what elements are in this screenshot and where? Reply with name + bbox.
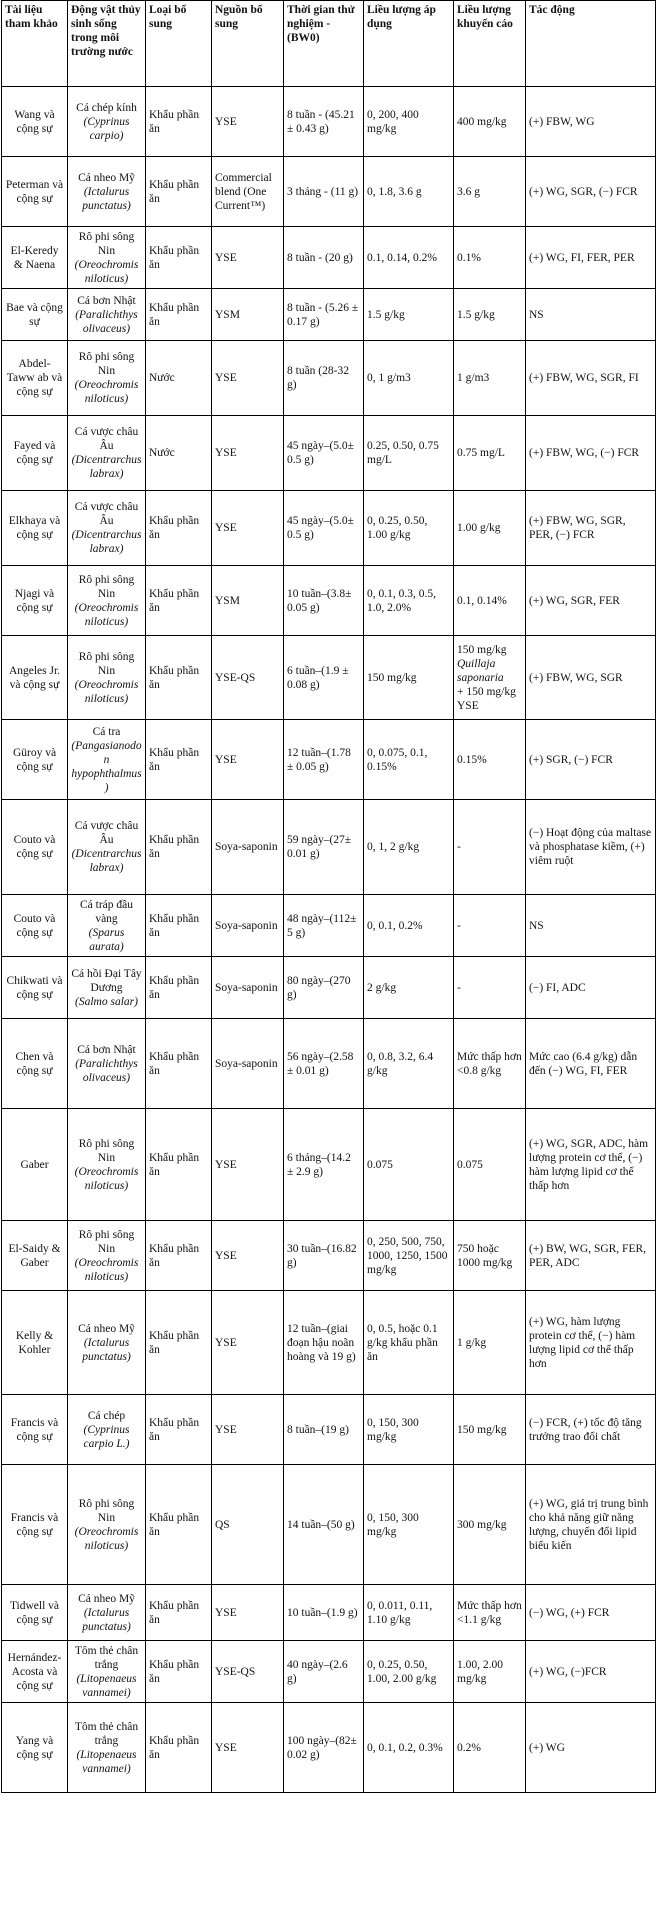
latin-name: (Ictalurus punctatus)	[82, 1606, 131, 1633]
type-cell: Nước	[146, 341, 212, 416]
rec-value: 300 mg/kg	[457, 1518, 507, 1531]
type-cell: Khẩu phần ăn	[146, 227, 212, 289]
ref-cell: El-Keredy & Naena	[2, 227, 68, 289]
table-row	[2, 416, 656, 491]
ref-cell: Peterman và cộng sự	[2, 157, 68, 227]
dose-cell: 150 mg/kg	[364, 636, 454, 720]
effect-cell: (+) WG, SGR, (−) FCR	[526, 157, 656, 227]
rec-cell	[454, 157, 526, 227]
rec-cell	[454, 1395, 526, 1465]
latin-name: (Pangasianodon hypophthalmus)	[71, 739, 142, 794]
rec-species: Quillaja saponaria	[457, 657, 504, 684]
rec-value: 400 mg/kg	[457, 115, 507, 128]
type-cell: Khẩu phần ăn	[146, 636, 212, 720]
effect-cell: NS	[526, 289, 656, 341]
rec-value: 150 mg/kg	[457, 643, 507, 656]
table-row	[2, 1221, 656, 1291]
latin-name: (Ictalurus punctatus)	[82, 185, 131, 212]
latin-name: (Oreochromis niloticus)	[74, 1525, 139, 1552]
table-row	[2, 1291, 656, 1395]
rec-value: 750 hoặc 1000 mg/kg	[457, 1242, 513, 1269]
rec-value: 0.1, 0.14%	[457, 594, 507, 607]
source-cell: Commercial blend (One Current™)	[212, 157, 284, 227]
rec-value: -	[457, 919, 461, 932]
table-row	[2, 157, 656, 227]
effect-cell: (+) WG, SGR, ADC, hàm lượng protein cơ thể, (−) hàm lượng lipid cơ thể thấp hơn	[526, 1109, 656, 1221]
ref-cell: Chikwati và cộng sự	[2, 957, 68, 1019]
animal-cell	[68, 1585, 146, 1641]
source-cell: Soya-saponin	[212, 800, 284, 895]
animal-cell	[68, 416, 146, 491]
table-row	[2, 227, 656, 289]
rec-value: 0.1%	[457, 251, 481, 264]
table-row	[2, 491, 656, 566]
ref-cell: Njagi và cộng sự	[2, 566, 68, 636]
type-cell: Khẩu phần ăn	[146, 720, 212, 800]
dose-cell: 0, 0.25, 0.50, 1.00, 2.00 g/kg	[364, 1641, 454, 1703]
table-row	[2, 1465, 656, 1585]
table-row	[2, 800, 656, 895]
time-cell: 8 tuần - (5.26 ± 0.17 g)	[284, 289, 364, 341]
ref-cell: Güroy và cộng sự	[2, 720, 68, 800]
rec-cell	[454, 720, 526, 800]
common-name: Cá chép	[87, 1409, 126, 1422]
source-cell: YSE	[212, 416, 284, 491]
effect-cell: (+) FBW, WG, SGR, FI	[526, 341, 656, 416]
table-row	[2, 895, 656, 957]
common-name: Rô phi sông Nin	[78, 1137, 135, 1164]
ref-cell: Francis và cộng sự	[2, 1395, 68, 1465]
ref-cell: Couto và cộng sự	[2, 895, 68, 957]
dose-cell: 0, 200, 400 mg/kg	[364, 87, 454, 157]
effect-cell: (+) FBW, WG	[526, 87, 656, 157]
animal-cell	[68, 1291, 146, 1395]
rec-cell	[454, 87, 526, 157]
type-cell: Khẩu phần ăn	[146, 957, 212, 1019]
rec-value: -	[457, 841, 461, 853]
source-cell: YSE	[212, 1221, 284, 1291]
header-effect: Tác động	[526, 1, 656, 87]
time-cell: 10 tuần–(3.8± 0.05 g)	[284, 566, 364, 636]
common-name: Cá nheo Mỹ	[78, 171, 135, 184]
time-cell: 6 tuần–(1.9 ± 0.08 g)	[284, 636, 364, 720]
rec-cell	[454, 1641, 526, 1703]
latin-name: (Paralichthys olivaceus)	[75, 308, 138, 335]
ref-cell: Bae và cộng sự	[2, 289, 68, 341]
dose-cell: 0, 0.011, 0.11, 1.10 g/kg	[364, 1585, 454, 1641]
dose-cell: 2 g/kg	[364, 957, 454, 1019]
common-name: Cá tráp đầu vàng	[79, 898, 133, 925]
dose-cell: 0, 0.1, 0.2%	[364, 895, 454, 957]
latin-name: (Oreochromis niloticus)	[74, 678, 139, 705]
rec-value: 150 mg/kg	[457, 1423, 507, 1436]
type-cell: Khẩu phần ăn	[146, 87, 212, 157]
latin-name: (Cyprinus carpio)	[83, 115, 130, 142]
source-cell: YSE	[212, 227, 284, 289]
header-source: Nguồn bổ sung	[212, 1, 284, 87]
animal-cell	[68, 1703, 146, 1793]
dose-cell: 0, 1.8, 3.6 g	[364, 157, 454, 227]
type-cell: Khẩu phần ăn	[146, 1585, 212, 1641]
time-cell: 8 tuần - (20 g)	[284, 227, 364, 289]
type-cell: Khẩu phần ăn	[146, 1109, 212, 1221]
supplement-table	[1, 0, 656, 1793]
common-name: Cá vược châu Âu	[74, 820, 139, 846]
source-cell: YSE-QS	[212, 1641, 284, 1703]
rec-cell	[454, 1585, 526, 1641]
effect-cell: (+) SGR, (−) FCR	[526, 720, 656, 800]
ref-cell: Angeles Jr. và cộng sự	[2, 636, 68, 720]
source-cell: YSM	[212, 289, 284, 341]
effect-cell: (+) FBW, WG, (−) FCR	[526, 416, 656, 491]
animal-cell	[68, 636, 146, 720]
ref-cell: Couto và cộng sự	[2, 800, 68, 895]
animal-cell	[68, 800, 146, 895]
source-cell: Soya-saponin	[212, 957, 284, 1019]
latin-name: (Paralichthys olivaceus)	[75, 1057, 138, 1084]
dose-cell: 0.075	[364, 1109, 454, 1221]
table-body	[2, 87, 656, 1793]
dose-cell: 0, 0.075, 0.1, 0.15%	[364, 720, 454, 800]
rec-cell	[454, 227, 526, 289]
ref-cell: Hernández-Acosta và cộng sự	[2, 1641, 68, 1703]
ref-cell: Elkhaya và cộng sự	[2, 491, 68, 566]
common-name: Cá nheo Mỹ	[78, 1322, 135, 1335]
type-cell: Khẩu phần ăn	[146, 491, 212, 566]
latin-name: (Dicentrarchus labrax)	[71, 454, 142, 480]
animal-cell	[68, 566, 146, 636]
source-cell: YSE	[212, 491, 284, 566]
table-row	[2, 1585, 656, 1641]
ref-cell: El-Saidy & Gaber	[2, 1221, 68, 1291]
type-cell: Khẩu phần ăn	[146, 1291, 212, 1395]
rec-value: 0.075	[457, 1158, 483, 1171]
source-cell: Soya-saponin	[212, 1019, 284, 1109]
latin-name: (Oreochromis niloticus)	[74, 601, 139, 628]
table-row	[2, 1109, 656, 1221]
rec-value: 0.75 mg/L	[457, 447, 505, 459]
common-name: Tôm thẻ chân trắng	[74, 1720, 139, 1747]
effect-cell: (+) BW, WG, SGR, FER, PER, ADC	[526, 1221, 656, 1291]
common-name: Cá hồi Đại Tây Dương	[71, 967, 142, 994]
header-time: Thời gian thử nghiệm - (BW0)	[284, 1, 364, 87]
source-cell: YSE	[212, 1291, 284, 1395]
rec-cell	[454, 1703, 526, 1793]
type-cell: Nước	[146, 416, 212, 491]
latin-name: (Dicentrarchus labrax)	[71, 529, 142, 555]
table-row	[2, 1395, 656, 1465]
time-cell: 48 ngày–(112± 5 g)	[284, 895, 364, 957]
type-cell: Khẩu phần ăn	[146, 1395, 212, 1465]
common-name: Rô phi sông Nin	[78, 351, 135, 377]
animal-cell	[68, 157, 146, 227]
dose-cell: 0, 1 g/m3	[364, 341, 454, 416]
latin-name: (Salmo salar)	[75, 995, 138, 1008]
animal-cell	[68, 1109, 146, 1221]
effect-cell: (−) WG, (+) FCR	[526, 1585, 656, 1641]
table-row	[2, 636, 656, 720]
rec-value: 0.2%	[457, 1741, 481, 1754]
latin-name: (Oreochromis niloticus)	[74, 1256, 139, 1283]
time-cell: 12 tuần–(giai đoạn hậu noãn hoàng và 19 g)	[284, 1291, 364, 1395]
animal-cell	[68, 957, 146, 1019]
animal-cell	[68, 341, 146, 416]
common-name: Cá tra	[92, 725, 121, 738]
rec-cell	[454, 491, 526, 566]
time-cell: 6 tháng–(14.2 ± 2.9 g)	[284, 1109, 364, 1221]
dose-cell: 1.5 g/kg	[364, 289, 454, 341]
latin-name: (Oreochromis niloticus)	[74, 258, 139, 285]
dose-cell: 0, 150, 300 mg/kg	[364, 1395, 454, 1465]
source-cell: YSE	[212, 341, 284, 416]
effect-cell: (+) WG, hàm lượng protein cơ thể, (−) hàm lượng lipid cơ thể thấp hơn	[526, 1291, 656, 1395]
latin-name: (Oreochromis niloticus)	[74, 1165, 139, 1192]
animal-cell	[68, 895, 146, 957]
ref-cell: Kelly & Kohler	[2, 1291, 68, 1395]
ref-cell: Abdel-Taww ab và cộng sự	[2, 341, 68, 416]
effect-cell: (−) FCR, (+) tốc độ tăng trưởng trao đổi chất	[526, 1395, 656, 1465]
dose-cell: 0, 0.8, 3.2, 6.4 g/kg	[364, 1019, 454, 1109]
ref-cell: Chen và cộng sự	[2, 1019, 68, 1109]
type-cell: Khẩu phần ăn	[146, 1641, 212, 1703]
type-cell: Khẩu phần ăn	[146, 566, 212, 636]
time-cell: 80 ngày–(270 g)	[284, 957, 364, 1019]
ref-cell: Wang và cộng sự	[2, 87, 68, 157]
rec-value: 3.6 g	[457, 185, 480, 198]
rec-cell	[454, 566, 526, 636]
source-cell: YSE	[212, 1109, 284, 1221]
dose-cell: 0.1, 0.14, 0.2%	[364, 227, 454, 289]
table-row	[2, 1641, 656, 1703]
latin-name: (Cyprinus carpio L.)	[83, 1423, 130, 1450]
effect-cell: (+) WG, SGR, FER	[526, 566, 656, 636]
header-ref: Tài liệu tham khảo	[2, 1, 68, 87]
time-cell: 12 tuần–(1.78 ± 0.05 g)	[284, 720, 364, 800]
common-name: Cá bơn Nhật	[77, 1043, 136, 1056]
table-row	[2, 720, 656, 800]
type-cell: Khẩu phần ăn	[146, 1221, 212, 1291]
animal-cell	[68, 227, 146, 289]
type-cell: Khẩu phần ăn	[146, 1703, 212, 1793]
rec-cell	[454, 800, 526, 895]
time-cell: 10 tuần–(1.9 g)	[284, 1585, 364, 1641]
time-cell: 56 ngày–(2.58 ± 0.01 g)	[284, 1019, 364, 1109]
animal-cell	[68, 720, 146, 800]
dose-cell: 0, 250, 500, 750, 1000, 1250, 1500 mg/kg	[364, 1221, 454, 1291]
common-name: Cá chép kính	[76, 101, 137, 114]
source-cell: YSE-QS	[212, 636, 284, 720]
animal-cell	[68, 1395, 146, 1465]
rec-value: Mức thấp hơn <1.1 g/kg	[457, 1599, 522, 1626]
time-cell: 45 ngày–(5.0± 0.5 g)	[284, 491, 364, 566]
dose-cell: 0, 0.25, 0.50, 1.00 g/kg	[364, 491, 454, 566]
table-row	[2, 957, 656, 1019]
effect-cell: Mức cao (6.4 g/kg) dẫn đến (−) WG, FI, FER	[526, 1019, 656, 1109]
time-cell: 14 tuần–(50 g)	[284, 1465, 364, 1585]
rec-cell	[454, 1291, 526, 1395]
common-name: Cá nheo Mỹ	[78, 1592, 135, 1605]
latin-name: (Ictalurus punctatus)	[82, 1336, 131, 1363]
common-name: Cá bơn Nhật	[77, 294, 136, 307]
dose-cell: 0, 1, 2 g/kg	[364, 800, 454, 895]
time-cell: 8 tuần - (45.21 ± 0.43 g)	[284, 87, 364, 157]
rec-cell	[454, 1109, 526, 1221]
animal-cell	[68, 1019, 146, 1109]
effect-cell: (−) FI, ADC	[526, 957, 656, 1019]
latin-name: (Oreochromis niloticus)	[74, 379, 139, 405]
rec-value: -	[457, 981, 461, 994]
animal-cell	[68, 491, 146, 566]
common-name: Rô phi sông Nin	[78, 230, 135, 257]
effect-cell: (−) Hoạt động của maltase và phosphatase kiềm, (+) viêm ruột	[526, 800, 656, 895]
ref-cell: Fayed và cộng sự	[2, 416, 68, 491]
common-name: Cá vược châu Âu	[74, 501, 139, 527]
effect-cell: (+) FBW, WG, SGR, PER, (−) FCR	[526, 491, 656, 566]
type-cell: Khẩu phần ăn	[146, 1465, 212, 1585]
common-name: Rô phi sông Nin	[78, 1228, 135, 1255]
rec-cell	[454, 957, 526, 1019]
effect-cell: NS	[526, 895, 656, 957]
animal-cell	[68, 1465, 146, 1585]
latin-name: (Sparus aurata)	[88, 926, 125, 953]
rec-value: 1 g/kg	[457, 1336, 487, 1349]
latin-name: (Litopenaeus vannamei)	[76, 1748, 137, 1775]
common-name: Rô phi sông Nin	[78, 650, 135, 677]
source-cell: QS	[212, 1465, 284, 1585]
rec-cell	[454, 1465, 526, 1585]
time-cell: 8 tuần (28-32 g)	[284, 341, 364, 416]
effect-cell: (+) WG, (−)FCR	[526, 1641, 656, 1703]
dose-cell: 0, 150, 300 mg/kg	[364, 1465, 454, 1585]
source-cell: Soya-saponin	[212, 895, 284, 957]
dose-cell: 0.25, 0.50, 0.75 mg/L	[364, 416, 454, 491]
source-cell: YSE	[212, 87, 284, 157]
ref-cell: Gaber	[2, 1109, 68, 1221]
time-cell: 100 ngày–(82± 0.02 g)	[284, 1703, 364, 1793]
latin-name: (Dicentrarchus labrax)	[71, 848, 142, 874]
source-cell: YSE	[212, 720, 284, 800]
rec-extra: + 150 mg/kg YSE	[457, 685, 516, 712]
header-dose: Liều lượng áp dụng	[364, 1, 454, 87]
common-name: Rô phi sông Nin	[78, 1497, 135, 1524]
table-row	[2, 1703, 656, 1793]
effect-cell: (+) FBW, WG, SGR	[526, 636, 656, 720]
common-name: Tôm thẻ chân trắng	[74, 1644, 139, 1671]
table-row	[2, 87, 656, 157]
dose-cell: 0, 0.1, 0.3, 0.5, 1.0, 2.0%	[364, 566, 454, 636]
ref-cell: Yang và cộng sự	[2, 1703, 68, 1793]
type-cell: Khẩu phần ăn	[146, 1019, 212, 1109]
rec-cell	[454, 1221, 526, 1291]
rec-value: 1.00, 2.00 mg/kg	[457, 1658, 503, 1685]
animal-cell	[68, 87, 146, 157]
common-name: Rô phi sông Nin	[78, 573, 135, 600]
rec-value: 1.00 g/kg	[457, 522, 501, 534]
animal-cell	[68, 1641, 146, 1703]
table-row	[2, 566, 656, 636]
table-row	[2, 341, 656, 416]
time-cell: 30 tuần–(16.82 g)	[284, 1221, 364, 1291]
effect-cell: (+) WG	[526, 1703, 656, 1793]
header-row	[2, 1, 656, 87]
type-cell: Khẩu phần ăn	[146, 157, 212, 227]
ref-cell: Tidwell và cộng sự	[2, 1585, 68, 1641]
dose-cell: 0, 0.5, hoặc 0.1 g/kg khẩu phần ăn	[364, 1291, 454, 1395]
latin-name: (Litopenaeus vannamei)	[76, 1672, 137, 1699]
rec-cell	[454, 341, 526, 416]
animal-cell	[68, 289, 146, 341]
rec-cell	[454, 416, 526, 491]
rec-value: Mức thấp hơn <0.8 g/kg	[457, 1050, 522, 1077]
source-cell: YSM	[212, 566, 284, 636]
table-row	[2, 289, 656, 341]
rec-value: 1.5 g/kg	[457, 308, 495, 321]
animal-cell	[68, 1221, 146, 1291]
type-cell: Khẩu phần ăn	[146, 800, 212, 895]
type-cell: Khẩu phần ăn	[146, 289, 212, 341]
time-cell: 3 tháng - (11 g)	[284, 157, 364, 227]
rec-cell	[454, 1019, 526, 1109]
source-cell: YSE	[212, 1395, 284, 1465]
effect-cell: (+) WG, FI, FER, PER	[526, 227, 656, 289]
rec-cell	[454, 636, 526, 720]
time-cell: 8 tuần–(19 g)	[284, 1395, 364, 1465]
ref-cell: Francis và cộng sự	[2, 1465, 68, 1585]
rec-value: 1 g/m3	[457, 372, 490, 384]
type-cell: Khẩu phần ăn	[146, 895, 212, 957]
source-cell: YSE	[212, 1585, 284, 1641]
time-cell: 40 ngày–(2.6 g)	[284, 1641, 364, 1703]
time-cell: 59 ngày–(27± 0.01 g)	[284, 800, 364, 895]
header-animal: Động vật thủy sinh sống trong môi trường nước	[68, 1, 146, 87]
header-type: Loại bổ sung	[146, 1, 212, 87]
dose-cell: 0, 0.1, 0.2, 0.3%	[364, 1703, 454, 1793]
rec-cell	[454, 289, 526, 341]
effect-cell: (+) WG, giá trị trung bình cho khả năng giữ năng lượng, chuyển đổi lipid biểu kiến	[526, 1465, 656, 1585]
common-name: Cá vược châu Âu	[74, 426, 139, 452]
source-cell: YSE	[212, 1703, 284, 1793]
rec-value: 0.15%	[457, 753, 487, 766]
header-rec: Liều lượng khuyến cáo	[454, 1, 526, 87]
time-cell: 45 ngày–(5.0± 0.5 g)	[284, 416, 364, 491]
table-row	[2, 1019, 656, 1109]
rec-cell	[454, 895, 526, 957]
